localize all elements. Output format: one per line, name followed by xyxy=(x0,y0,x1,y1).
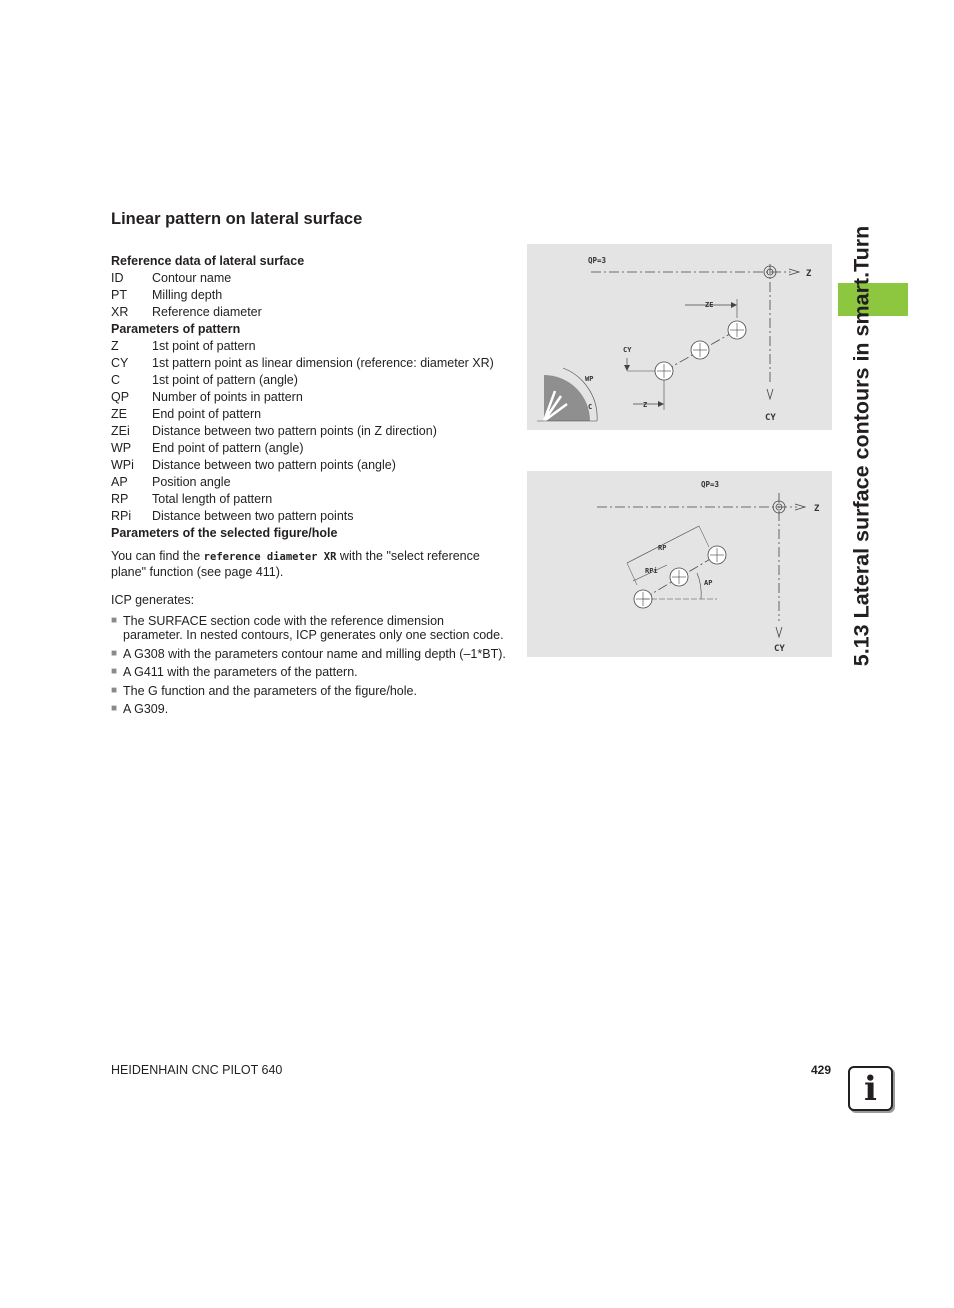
parameter-code: QP xyxy=(111,390,130,404)
figure-linear-pattern-polar xyxy=(527,471,832,657)
parameter-code: XR xyxy=(111,305,129,319)
parameter-code: C xyxy=(111,373,121,387)
pattern-rows xyxy=(111,338,506,525)
parameter-code: RP xyxy=(111,492,129,506)
parameter-code: WP xyxy=(111,441,132,455)
parameter-code: RPi xyxy=(111,509,132,523)
parameter-row xyxy=(111,304,506,321)
reference-note xyxy=(111,549,506,579)
section-heading: Linear pattern on lateral surface xyxy=(111,210,363,228)
fig2-qp-label: QP=3 xyxy=(701,480,720,489)
reference-note-before: You can find the xyxy=(111,549,204,563)
parameter-code: ID xyxy=(111,271,124,285)
fig2-cy-axis-label: CY xyxy=(774,644,785,654)
fig1-z-axis-label: Z xyxy=(806,269,812,279)
list-item xyxy=(111,647,506,662)
parameter-row xyxy=(111,372,506,389)
fig1-z-dim-label: Z xyxy=(643,401,648,409)
parameter-description: Distance between two pattern points (angle) xyxy=(152,458,396,472)
icp-intro: ICP generates: xyxy=(111,593,195,607)
parameter-description: End point of pattern (angle) xyxy=(152,441,304,455)
fig1-cy-dim-label: CY xyxy=(623,346,632,354)
list-item-text: A G309. xyxy=(123,702,169,716)
parameter-row xyxy=(111,440,506,457)
fig1-c-label: C xyxy=(588,403,593,411)
bullet-square-icon: ■ xyxy=(111,684,118,696)
list-item xyxy=(111,665,506,680)
parameter-description: Number of points in pattern xyxy=(152,390,303,404)
parameter-row xyxy=(111,338,506,355)
subheading-lateral: Reference data of lateral surface xyxy=(111,254,305,268)
parameter-row xyxy=(111,406,506,423)
lateral-rows xyxy=(111,270,506,321)
page-number: 429 xyxy=(810,1063,831,1077)
bullet-square-icon: ■ xyxy=(111,614,118,626)
bullet-square-icon: ■ xyxy=(111,666,118,677)
list-item-text: The SURFACE section code with the reference dimension parameter. In nested contours, ICP generates only one section code. xyxy=(123,613,504,642)
list-item xyxy=(111,702,506,717)
parameter-code: AP xyxy=(111,475,128,489)
list-item-text: A G411 with the parameters of the pattern. xyxy=(123,665,358,679)
fig1-wp-label: WP xyxy=(585,375,594,383)
parameter-code: ZE xyxy=(111,407,127,421)
figure-linear-pattern xyxy=(527,244,832,430)
parameter-description: End point of pattern xyxy=(152,407,262,421)
parameter-row xyxy=(111,287,506,304)
bullet-square-icon: ■ xyxy=(111,647,118,659)
parameter-description: Contour name xyxy=(152,271,232,285)
parameter-description: Milling depth xyxy=(152,288,223,302)
chapter-title: 5.13 Lateral surface contours in smart.Turn xyxy=(849,225,874,667)
parameter-description: Position angle xyxy=(152,475,231,489)
list-item-text: A G308 with the parameters contour name and milling depth (–1*BT). xyxy=(123,646,506,661)
fig2-rpi-label: RPi xyxy=(645,567,658,575)
parameter-description: Reference diameter xyxy=(152,305,262,319)
parameter-description: Distance between two pattern points (in Z direction) xyxy=(152,424,437,438)
parameter-code: WPi xyxy=(111,458,134,472)
bullet-list xyxy=(111,614,506,717)
parameter-row xyxy=(111,389,506,406)
figure-linear-pattern-polar-svg xyxy=(527,471,832,657)
parameter-row xyxy=(111,508,506,525)
parameter-description: 1st point of pattern (angle) xyxy=(152,373,298,387)
bullet-square-icon: ■ xyxy=(111,703,118,714)
list-item xyxy=(111,684,506,699)
parameter-row xyxy=(111,474,506,491)
parameter-row xyxy=(111,270,506,287)
figure-linear-pattern-svg xyxy=(527,244,832,430)
parameter-row xyxy=(111,423,506,440)
parameter-code: CY xyxy=(111,356,129,370)
parameter-code: ZEi xyxy=(111,424,130,438)
parameter-description: 1st point of pattern xyxy=(152,339,256,353)
fig1-qp-label: QP=3 xyxy=(588,256,607,265)
fig2-rp-label: RP xyxy=(658,544,667,552)
parameter-row xyxy=(111,491,506,508)
subheading-pattern: Parameters of pattern xyxy=(111,322,241,336)
parameter-list xyxy=(111,253,506,721)
parameter-code: Z xyxy=(111,339,119,353)
fig1-ze-label: ZE xyxy=(705,301,714,309)
parameter-code: PT xyxy=(111,288,127,302)
reference-note-code: reference diameter XR xyxy=(203,551,337,563)
fig1-cy-axis-label: CY xyxy=(765,413,776,423)
reference-note-after: with the "select reference plane" function (see page 411). xyxy=(111,549,480,579)
parameter-description: Total length of pattern xyxy=(152,492,273,506)
parameter-row xyxy=(111,457,506,474)
parameter-row xyxy=(111,355,506,372)
parameter-description: 1st pattern point as linear dimension (reference: diameter XR) xyxy=(152,356,494,370)
list-item-text: The G function and the parameters of the figure/hole. xyxy=(123,683,417,698)
info-icon[interactable]: i xyxy=(848,1066,893,1111)
subheading-figure: Parameters of the selected figure/hole xyxy=(111,526,338,540)
fig2-ap-label: AP xyxy=(704,579,713,587)
list-item xyxy=(111,614,506,643)
parameter-description: Distance between two pattern points xyxy=(152,509,354,523)
fig2-z-axis-label: Z xyxy=(814,504,820,514)
footer-manual: HEIDENHAIN CNC PILOT 640 xyxy=(111,1063,283,1077)
